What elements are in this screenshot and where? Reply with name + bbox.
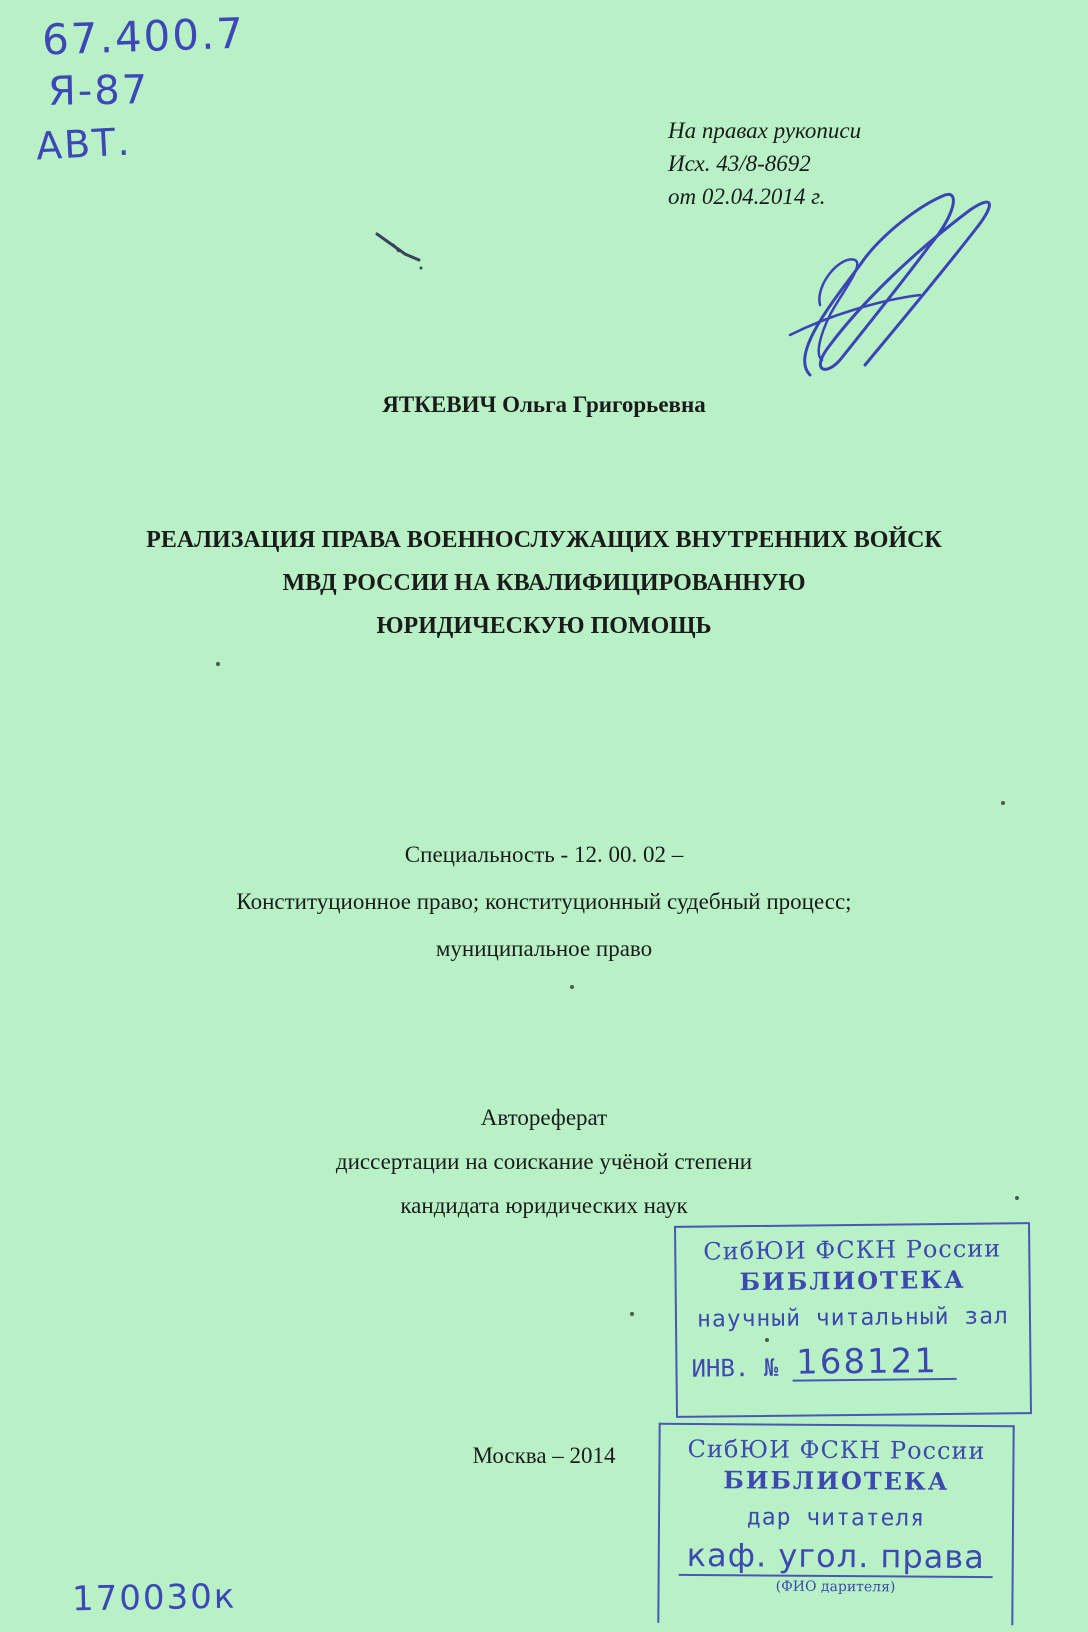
rights-line: На правах рукописи xyxy=(668,118,862,143)
stamp-library: БИБЛИОТЕКА xyxy=(739,1264,966,1297)
title-line: ЮРИДИЧЕСКУЮ ПОМОЩЬ xyxy=(376,613,712,639)
outgoing-date: от 02.04.2014 г. xyxy=(668,184,826,209)
title-line: МВД РОССИИ НА КВАЛИФИЦИРОВАННУЮ xyxy=(282,570,806,596)
stamp-donor: каф. угол. права xyxy=(679,1536,993,1578)
speck xyxy=(765,1338,769,1342)
speck xyxy=(630,1312,634,1316)
stamp-fio-label: (ФИО дарителя) xyxy=(775,1578,896,1596)
specialty-name: Конституционное право; конституционный судебный процесс; xyxy=(236,889,852,914)
author-name: ЯТКЕВИЧ Ольга Григорьевна xyxy=(382,392,706,417)
specialty-block xyxy=(0,831,1088,972)
pen-mark-icon xyxy=(375,230,425,270)
abstract-purpose: диссертации на соискание учёной степени xyxy=(335,1149,753,1174)
stamp-inventory-row xyxy=(677,1343,1029,1383)
city-year: Москва – 2014 xyxy=(472,1443,616,1468)
stamp-org: СибЮИ ФСКН России xyxy=(687,1434,986,1466)
handwritten-author-mark: Я-87 xyxy=(47,67,150,115)
inventory-number: 168121 xyxy=(792,1344,956,1382)
handwritten-bottom-code: 170030к xyxy=(71,1576,237,1620)
abstract-heading: Автореферат xyxy=(480,1105,608,1130)
library-gift-stamp xyxy=(657,1423,1014,1625)
abstract-block xyxy=(0,1096,1088,1228)
stamp-hall: научный читальный зал xyxy=(696,1303,1009,1333)
outgoing-number: Исх. 43/8-8692 xyxy=(668,151,811,176)
speck xyxy=(570,985,574,989)
title-line: РЕАЛИЗАЦИЯ ПРАВА ВОЕННОСЛУЖАЩИХ ВНУТРЕННИХ ВОЙСК xyxy=(146,527,942,553)
specialty-code: Специальность - 12. 00. 02 – xyxy=(404,842,684,867)
specialty-name-cont: муниципальное право xyxy=(435,936,653,961)
stamp-library: БИБЛИОТЕКА xyxy=(723,1465,950,1496)
library-inventory-stamp xyxy=(674,1222,1032,1418)
speck xyxy=(1015,1196,1019,1200)
handwritten-type-mark: АВТ. xyxy=(34,119,133,169)
dissertation-title xyxy=(80,519,1008,648)
speck xyxy=(216,662,220,666)
inventory-label: ИНВ. № xyxy=(691,1353,779,1383)
stamp-org: СибЮИ ФСКН России xyxy=(703,1234,1002,1266)
handwritten-classification: 67.400.7 xyxy=(41,8,246,65)
stamp-gift-label: дар читателя xyxy=(746,1504,926,1532)
abstract-degree: кандидата юридических наук xyxy=(400,1193,688,1218)
speck xyxy=(1001,801,1005,805)
signature-icon xyxy=(770,185,1010,380)
